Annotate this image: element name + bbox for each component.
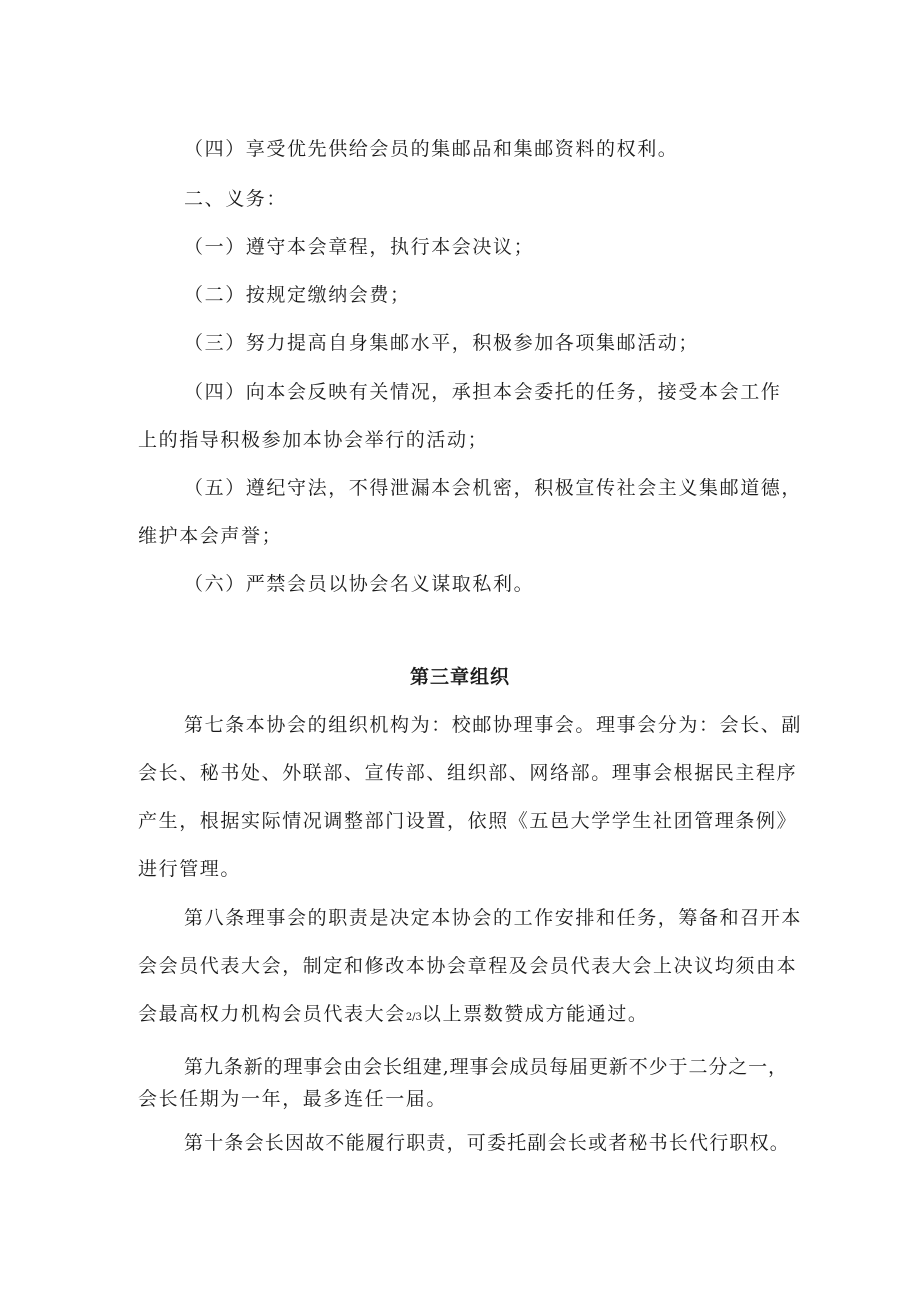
duties-item-5-line-1: （五）遵纪守法，不得泄漏本会机密，积极宣传社会主义集邮道德， xyxy=(184,477,803,499)
duties-item-1: （一）遵守本会章程，执行本会决议； xyxy=(184,236,535,258)
article-8-line-3 xyxy=(138,1002,649,1030)
rights-item-4: （四）享受优先供给会员的集邮品和集邮资料的权利。 xyxy=(184,138,679,160)
chapter-3-title: 第三章组织 xyxy=(409,666,510,688)
article-7-line-3: 产生，根据实际情况调整部门设置，依照《五邑大学学生社团管理条例》 xyxy=(138,810,798,832)
article-8-fraction: 2/3 xyxy=(405,1012,422,1023)
duties-heading: 二、义务： xyxy=(184,188,288,210)
article-9-line-1: 第九条新的理事会由会长组建,理事会成员每届更新不少于二分之一， xyxy=(184,1056,788,1078)
article-8-line-3-part-b: 以上票数赞成方能通过。 xyxy=(421,1003,649,1025)
duties-item-6: （六）严禁会员以协会名义谋取私利。 xyxy=(184,573,535,595)
duties-item-2: （二）按规定缴纳会费； xyxy=(184,284,411,306)
duties-item-3: （三）努力提高自身集邮水平，积极参加各项集邮活动； xyxy=(184,332,700,354)
duties-item-4-line-1: （四）向本会反映有关情况，承担本会委托的任务，接受本会工作 xyxy=(184,381,782,403)
article-9-line-2: 会长任期为一年，最多连任一届。 xyxy=(138,1088,448,1110)
article-7-line-1: 第七条本协会的组织机构为：校邮协理事会。理事会分为：会长、副 xyxy=(184,714,803,736)
article-8-line-1: 第八条理事会的职责是决定本协会的工作安排和任务，筹备和召开本 xyxy=(184,907,803,929)
duties-item-4-line-2: 上的指导积极参加本协会举行的活动； xyxy=(138,429,489,451)
article-8-line-2: 会会员代表大会，制定和修改本协会章程及会员代表大会上决议均须由本 xyxy=(138,955,798,977)
article-7-line-2: 会长、秘书处、外联部、宣传部、组织部、网络部。理事会根据民主程序 xyxy=(138,762,798,784)
article-10-line-1: 第十条会长因故不能履行职责，可委托副会长或者秘书长代行职权。 xyxy=(184,1132,791,1154)
article-8-line-3-part-a: 会最高权力机构会员代表大会 xyxy=(138,1003,406,1025)
duties-item-5-line-2: 维护本会声誉； xyxy=(138,525,283,547)
article-7-line-4: 进行管理。 xyxy=(138,858,242,880)
